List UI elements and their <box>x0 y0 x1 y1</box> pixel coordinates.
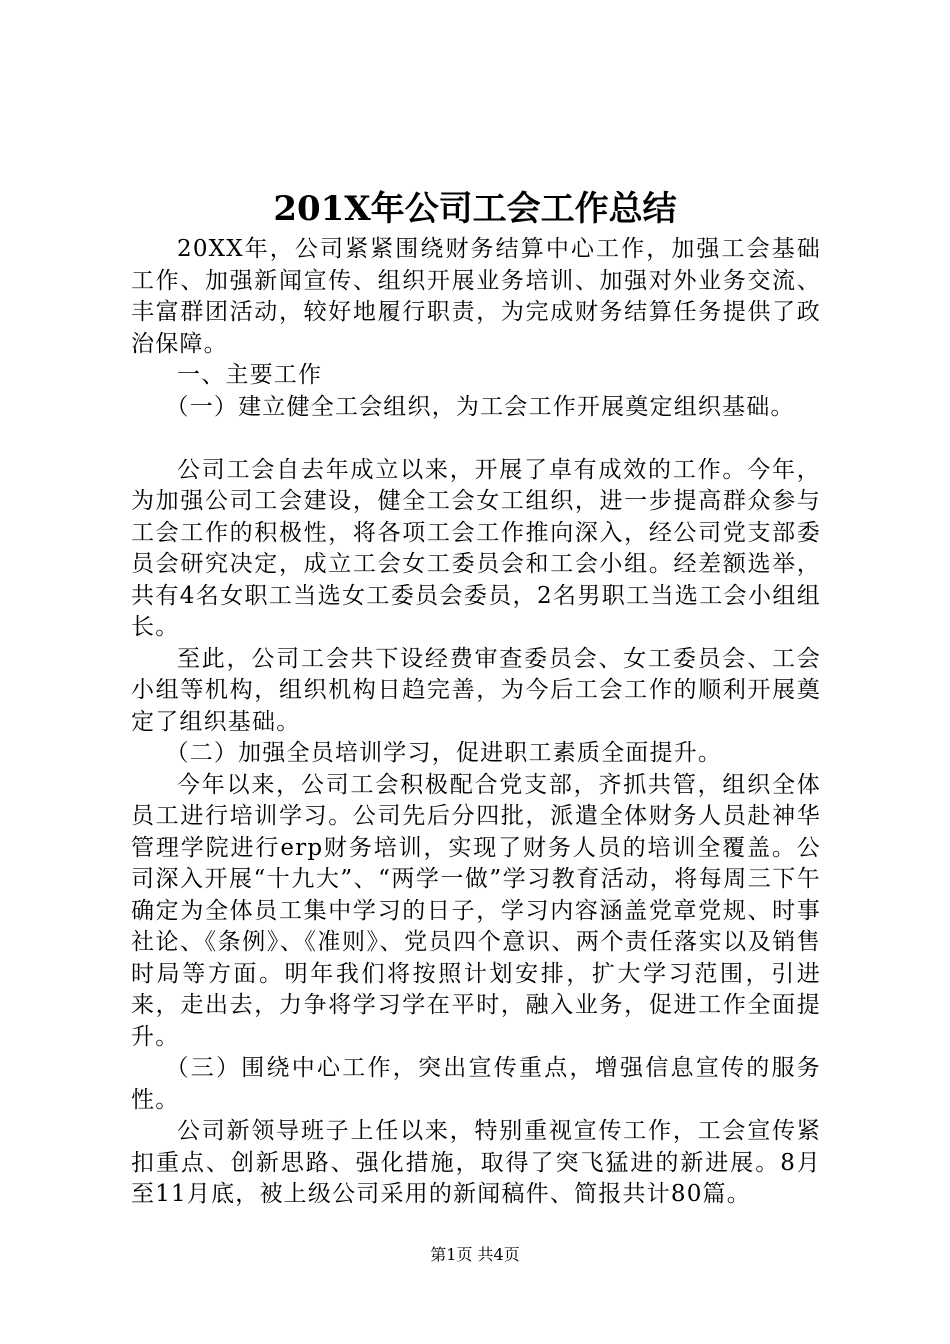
subsection-heading-3: （三）围绕中心工作，突出宣传重点，增强信息宣传的服务性。 <box>131 1055 821 1113</box>
page-footer: 第1页 共4页 <box>430 1245 520 1264</box>
body-paragraph: 公司工会自去年成立以来，开展了卓有成效的工作。今年，为加强公司工会建设，健全工会女工组织，进一步提高群众参与工会工作的积极性，将各项工会工作推向深入，经公司党支部委员会研究决定，成立工会女工委员会和工会小组。经差额选举，共有4名女职工当选女工委员会委员，2名男职工当选工会小组组长。 <box>131 456 821 640</box>
body-paragraph: 至此，公司工会共下设经费审查委员会、女工委员会、工会小组等机构，组织机构日趋完善，为今后工会工作的顺利开展奠定了组织基础。 <box>131 645 821 735</box>
intro-paragraph: 20XX年，公司紧紧围绕财务结算中心工作，加强工会基础工作、加强新闻宣传、组织开展业务培训、加强对外业务交流、丰富群团活动，较好地履行职责，为完成财务结算任务提供了政治保障。 <box>131 236 821 357</box>
subsection-heading-2: （二）加强全员培训学习，促进职工素质全面提升。 <box>165 740 723 766</box>
body-paragraph: 公司新领导班子上任以来，特别重视宣传工作，工会宣传紧扣重点、创新思路、强化措施，取得了突飞猛进的新进展。8月至11月底，被上级公司采用的新闻稿件、简报共计80篇。 <box>131 1118 821 1207</box>
document-body <box>131 234 821 1211</box>
blank-line <box>131 423 821 455</box>
document-title: 201X年公司工会工作总结 <box>273 189 677 229</box>
body-paragraph: 今年以来，公司工会积极配合党支部，齐抓共管，组织全体员工进行培训学习。公司先后分四批，派遣全体财务人员赴神华管理学院进行erp财务培训，实现了财务人员的培训全覆盖。公司深入开展“十九大”、“两学一做”学习教育活动，将每周三下午确定为全体员工集中学习的日子，学习内容涵盖党章党规、时事社论、《条例》、《准则》、党员四个意识、两个责任落实以及销售时局等方面。明年我们将按照计划安排，扩大学习范围，引进来，走出去，力争将学习学在平时，融入业务，促进工作全面提升。 <box>131 771 821 1050</box>
subsection-heading-1: （一）建立健全工会组织，为工会工作开展奠定组织基础。 <box>165 393 795 420</box>
section-heading-main-work: 一、主要工作 <box>177 362 323 388</box>
